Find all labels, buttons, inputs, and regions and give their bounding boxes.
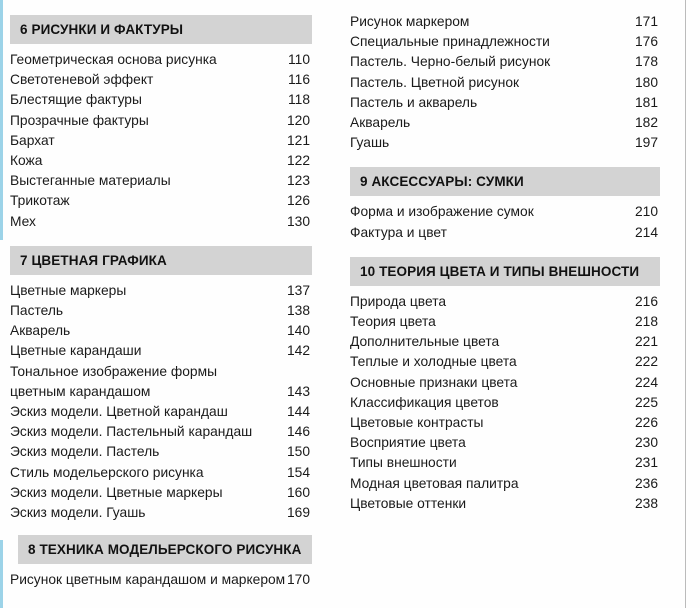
entry-title: Теплые и холодные цвета xyxy=(350,354,517,370)
entry-page-number: 118 xyxy=(288,92,310,108)
entry-page-number: 146 xyxy=(286,424,310,440)
toc-entry[interactable] xyxy=(350,352,660,372)
toc-entry[interactable] xyxy=(10,362,312,402)
toc-entry[interactable] xyxy=(350,312,660,332)
toc-entry[interactable] xyxy=(10,131,312,151)
entry-title: Выстеганные материалы xyxy=(10,173,171,189)
entry-title: Светотеневой эффект xyxy=(10,72,154,88)
entry-page-number: 110 xyxy=(288,52,310,67)
toc-entry[interactable] xyxy=(350,133,660,153)
entry-page-number: 231 xyxy=(634,455,658,471)
toc-entry[interactable] xyxy=(350,202,660,222)
toc-entry[interactable] xyxy=(350,373,660,393)
toc-entry[interactable] xyxy=(350,32,660,52)
entry-page-number: 218 xyxy=(634,314,658,330)
toc-entry[interactable] xyxy=(10,50,312,70)
entry-page-number: 178 xyxy=(634,54,658,70)
toc-entry[interactable] xyxy=(10,503,312,523)
entry-page-number: 126 xyxy=(286,193,310,209)
entry-page-number: 144 xyxy=(286,404,310,420)
section-heading: 10 ТЕОРИЯ ЦВЕТА И ТИПЫ ВНЕШНОСТИ xyxy=(350,257,660,286)
toc-right-column xyxy=(350,12,660,514)
entry-title: Природа цвета xyxy=(350,293,447,309)
toc-section xyxy=(10,246,312,523)
entry-title: Акварель xyxy=(10,323,71,339)
toc-section xyxy=(10,535,312,590)
toc-entry[interactable] xyxy=(350,494,660,514)
entry-title: Пастель и акварель xyxy=(350,94,478,110)
entry-page-number: 143 xyxy=(286,383,310,399)
toc-entry[interactable] xyxy=(10,422,312,442)
entry-page-number: 123 xyxy=(286,173,310,189)
page-divider xyxy=(685,0,686,608)
entry-title: Тональное изображение формы цветным карандашом xyxy=(10,363,217,399)
entry-title: Гуашь xyxy=(350,135,390,151)
toc-entry[interactable] xyxy=(350,73,660,93)
entry-page-number: 180 xyxy=(634,74,658,90)
entry-title: Модная цветовая палитра xyxy=(350,475,519,491)
toc-entry[interactable] xyxy=(10,402,312,422)
toc-entry[interactable] xyxy=(350,223,660,243)
entry-page-number: 170 xyxy=(286,572,310,588)
toc-entry[interactable] xyxy=(350,433,660,453)
entry-page-number: 121 xyxy=(286,132,310,148)
entry-title: Фактура и цвет xyxy=(350,224,447,240)
entry-title: Блестящие фактуры xyxy=(10,92,142,108)
entry-title: Цветные маркеры xyxy=(10,282,127,298)
toc-entry[interactable] xyxy=(10,111,312,131)
section-heading: 7 ЦВЕТНАЯ ГРАФИКА xyxy=(10,246,312,275)
toc-section xyxy=(10,15,312,232)
toc-entry[interactable] xyxy=(350,332,660,352)
toc-entry[interactable] xyxy=(350,474,660,494)
entry-title: Эскиз модели. Цветные маркеры xyxy=(10,484,223,500)
toc-entry[interactable] xyxy=(10,90,312,110)
entry-title: Специальные принадлежности xyxy=(350,34,550,50)
entry-page-number: 224 xyxy=(634,374,658,390)
entry-page-number: 236 xyxy=(634,475,658,491)
entry-title: Эскиз модели. Цветной карандаш xyxy=(10,404,228,420)
entry-page-number: 181 xyxy=(634,94,658,110)
entry-title: Пастель xyxy=(10,303,64,319)
toc-entry[interactable] xyxy=(350,292,660,312)
entry-page-number: 122 xyxy=(286,153,310,169)
entry-page-number: 137 xyxy=(286,282,310,298)
entry-page-number: 130 xyxy=(286,213,310,229)
entry-title: Бархат xyxy=(10,132,55,148)
entry-title: Восприятие цвета xyxy=(350,435,466,451)
toc-entry[interactable] xyxy=(10,212,312,232)
page-edge xyxy=(0,0,3,240)
entry-page-number: 150 xyxy=(286,444,310,460)
entry-title: Цветовые оттенки xyxy=(350,495,467,511)
entry-page-number: 176 xyxy=(634,34,658,50)
toc-entry[interactable] xyxy=(350,453,660,473)
toc-section xyxy=(350,12,660,153)
entry-page-number: 226 xyxy=(634,415,658,431)
entry-page-number: 221 xyxy=(634,334,658,350)
entry-title: Форма и изображение сумок xyxy=(350,204,534,220)
entry-title: Дополнительные цвета xyxy=(350,334,500,350)
entry-title: Рисунок цветным карандашом и маркером xyxy=(10,572,286,588)
toc-left-column xyxy=(10,15,312,590)
entry-title: Кожа xyxy=(10,153,43,169)
entry-title: Основные признаки цвета xyxy=(350,374,518,390)
toc-entry[interactable] xyxy=(10,463,312,483)
entry-title: Эскиз модели. Пастельный карандаш xyxy=(10,424,253,440)
entry-page-number: 216 xyxy=(634,293,658,309)
entry-title: Мех xyxy=(10,213,36,229)
entry-title: Эскиз модели. Гуашь xyxy=(10,505,146,521)
entry-title: Стиль модельерского рисунка xyxy=(10,464,204,480)
entry-title: Пастель. Цветной рисунок xyxy=(350,74,520,90)
entry-title: Теория цвета xyxy=(350,314,436,330)
entry-page-number: 116 xyxy=(288,72,310,88)
entry-title: Геометрическая основа рисунка xyxy=(10,52,217,67)
toc-entry[interactable] xyxy=(10,171,312,191)
entry-title: Эскиз модели. Пастель xyxy=(10,444,160,460)
entry-page-number: 197 xyxy=(634,135,658,151)
entry-page-number: 230 xyxy=(634,435,658,451)
toc-entry[interactable] xyxy=(350,393,660,413)
toc-section xyxy=(350,167,660,242)
entry-title: Типы внешности xyxy=(350,455,457,471)
entry-title: Классификация цветов xyxy=(350,394,499,410)
toc-entry[interactable] xyxy=(350,113,660,133)
entry-title: Пастель. Черно-белый рисунок xyxy=(350,54,551,70)
toc-entry[interactable] xyxy=(10,341,312,361)
entry-page-number: 214 xyxy=(634,224,658,240)
entry-page-number: 225 xyxy=(634,394,658,410)
toc-entry[interactable] xyxy=(10,281,312,301)
entry-page-number: 171 xyxy=(634,14,658,29)
toc-entry[interactable] xyxy=(10,483,312,503)
toc-entry[interactable] xyxy=(10,442,312,462)
toc-entry[interactable] xyxy=(10,191,312,211)
entry-page-number: 222 xyxy=(634,354,658,370)
toc-entry[interactable] xyxy=(350,12,660,32)
toc-entry[interactable] xyxy=(350,52,660,72)
entry-page-number: 142 xyxy=(286,343,310,359)
entry-page-number: 120 xyxy=(286,112,310,128)
entry-title: Цветные карандаши xyxy=(10,343,142,359)
toc-entry[interactable] xyxy=(10,301,312,321)
page-edge xyxy=(0,540,3,608)
entry-page-number: 182 xyxy=(634,115,658,131)
entry-title: Акварель xyxy=(350,115,411,131)
entry-page-number: 140 xyxy=(286,323,310,339)
entry-page-number: 138 xyxy=(286,303,310,319)
entry-title: Прозрачные фактуры xyxy=(10,112,149,128)
toc-entry[interactable] xyxy=(10,70,312,90)
section-heading: 9 АКСЕССУАРЫ: СУМКИ xyxy=(350,167,660,196)
toc-entry[interactable] xyxy=(10,570,312,590)
section-heading: 8 ТЕХНИКА МОДЕЛЬЕРСКОГО РИСУНКА xyxy=(18,535,312,564)
entry-page-number: 169 xyxy=(286,505,310,521)
entry-title: Цветовые контрасты xyxy=(350,415,484,431)
entry-page-number: 210 xyxy=(634,204,658,220)
toc-entry[interactable] xyxy=(350,93,660,113)
entry-page-number: 238 xyxy=(634,495,658,511)
toc-section xyxy=(350,257,660,514)
section-heading: 6 РИСУНКИ И ФАКТУРЫ xyxy=(10,15,312,44)
entry-page-number: 154 xyxy=(286,464,310,480)
toc-entry[interactable] xyxy=(350,413,660,433)
entry-title: Трикотаж xyxy=(10,193,70,209)
toc-entry[interactable] xyxy=(10,321,312,341)
toc-entry[interactable] xyxy=(10,151,312,171)
entry-page-number: 160 xyxy=(286,484,310,500)
entry-title: Рисунок маркером xyxy=(350,14,470,29)
